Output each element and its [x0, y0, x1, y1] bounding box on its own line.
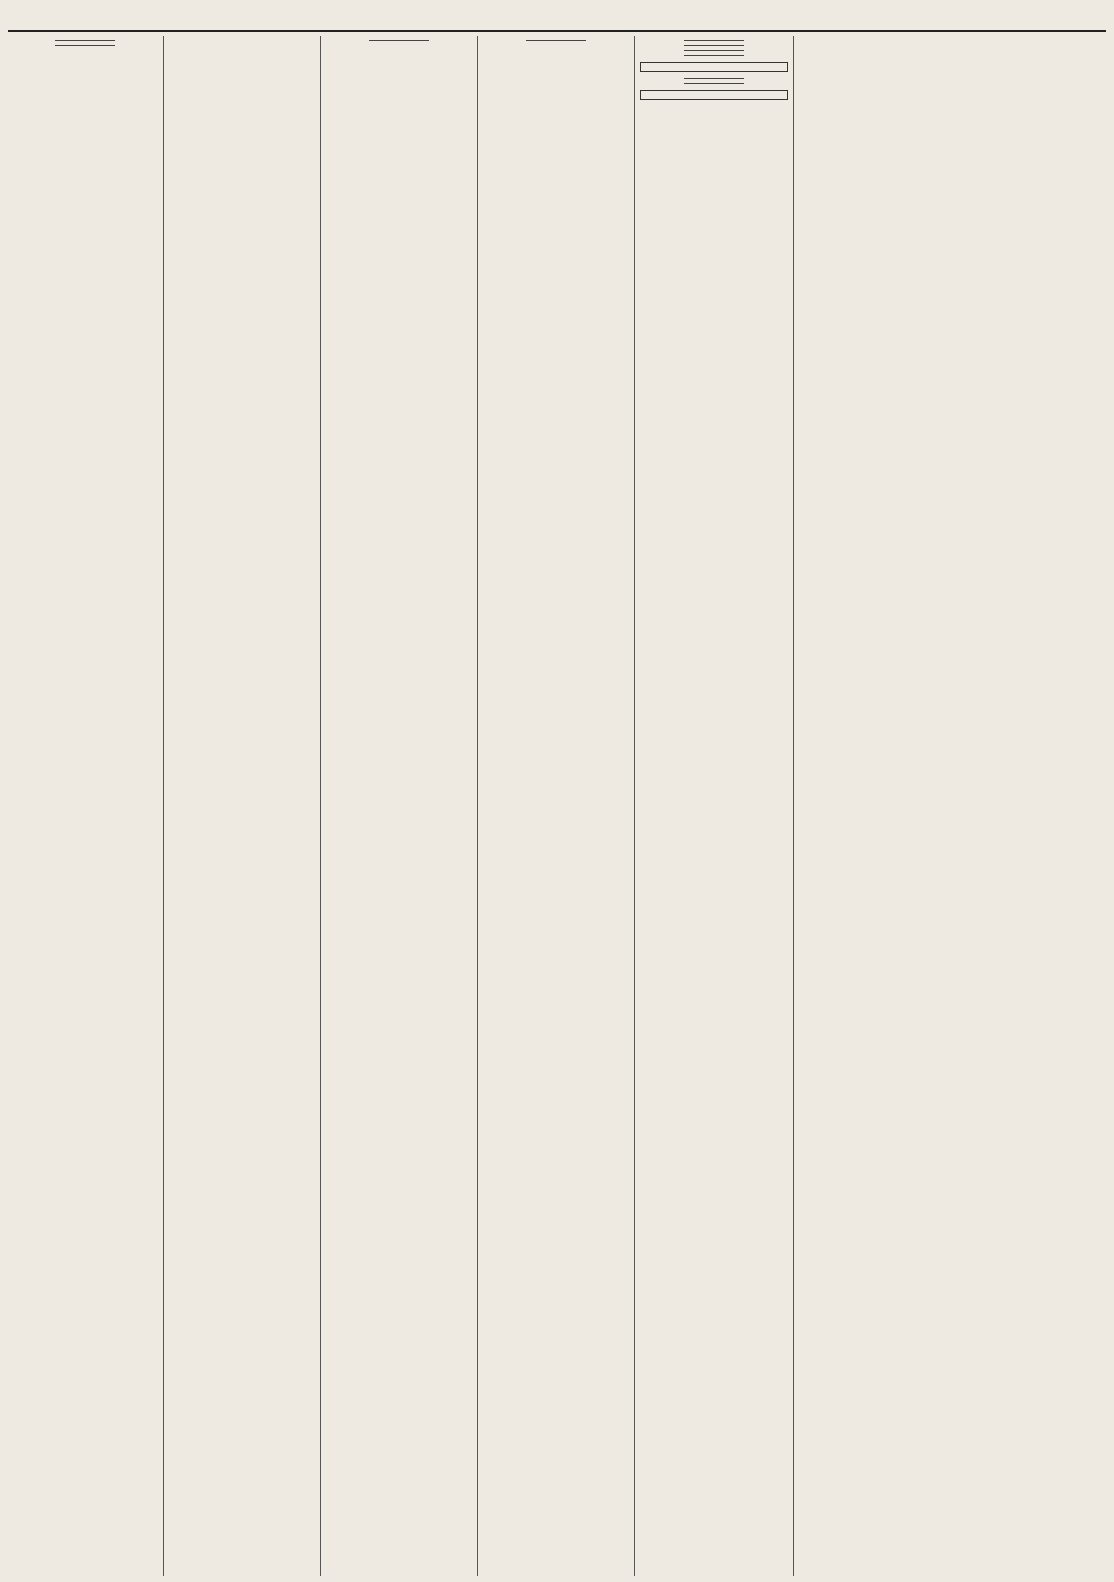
separator [684, 78, 745, 79]
separator [684, 83, 745, 84]
column-rule [477, 36, 478, 1576]
column-rule [793, 36, 794, 1576]
masthead [0, 0, 1114, 30]
column-5 [638, 36, 790, 1576]
separator [369, 40, 429, 41]
column-3 [324, 36, 474, 1576]
column-1 [10, 36, 160, 1576]
separator [684, 55, 745, 56]
separator [684, 50, 745, 51]
column-2 [167, 36, 317, 1576]
separator [55, 40, 115, 41]
column-rule [163, 36, 164, 1576]
masthead-rule [8, 30, 1106, 32]
separator [684, 40, 745, 41]
ad-coronation-hall [640, 62, 788, 72]
separator [55, 45, 115, 46]
column-rule [634, 36, 635, 1576]
unused-4 [799, 36, 800, 1576]
column-rule [320, 36, 321, 1576]
separator [526, 40, 586, 41]
ad-watches [640, 90, 788, 100]
column-4 [481, 36, 631, 1576]
separator [684, 45, 745, 46]
